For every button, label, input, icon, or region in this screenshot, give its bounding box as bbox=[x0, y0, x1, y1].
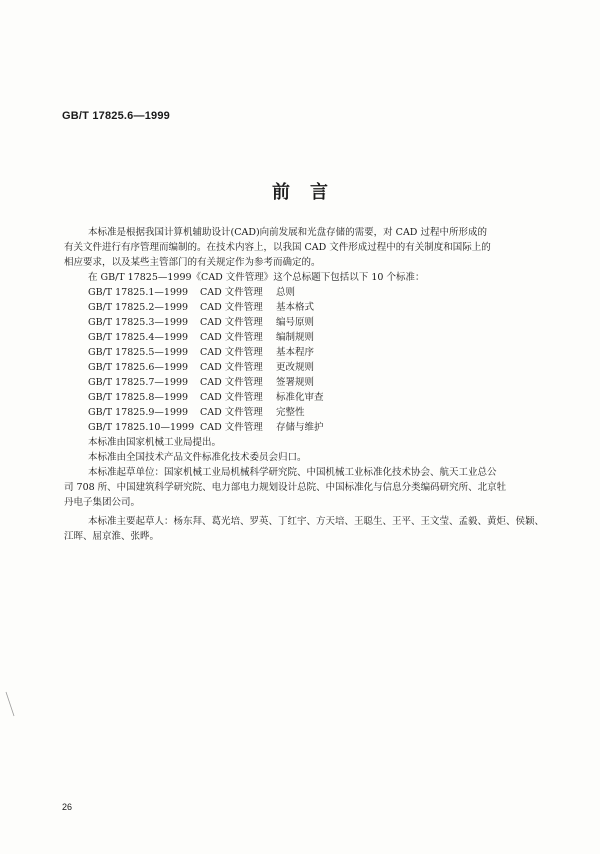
scan-artifact-mark bbox=[4, 690, 16, 718]
page-title: 前言 bbox=[272, 182, 348, 203]
standard-number: GB/T 17825.3—1999 bbox=[88, 317, 189, 328]
list-item bbox=[88, 420, 558, 435]
standard-number: GB/T 17825.1—1999 bbox=[88, 287, 189, 298]
standard-number: GB/T 17825.10—1999 bbox=[88, 422, 195, 433]
intro-line-1: 本标准是根据我国计算机辅助设计(CAD)向前发展和光盘存储的需要，对 CAD 过程中所形成的 bbox=[88, 227, 487, 238]
standard-name: 基本格式 bbox=[276, 302, 315, 313]
list-item bbox=[88, 285, 558, 300]
list-item bbox=[88, 315, 558, 330]
standard-category: CAD 文件管理 bbox=[200, 407, 263, 418]
drafters-line-1: 本标准主要起草人：杨东拜、葛光培、罗英、丁红宇、方天培、王聪生、王平、王文莹、孟毅、黄炬、侯颖、 bbox=[88, 516, 545, 527]
list-item bbox=[88, 330, 558, 345]
standard-category: CAD 文件管理 bbox=[200, 362, 263, 373]
centralized-by: 本标准由全国技术产品文件标准化技术委员会归口。 bbox=[88, 452, 307, 463]
document-body bbox=[64, 225, 558, 544]
standards-list bbox=[88, 285, 558, 435]
standard-category: CAD 文件管理 bbox=[200, 377, 263, 388]
page-number: 26 bbox=[62, 802, 73, 812]
standard-category: CAD 文件管理 bbox=[200, 302, 263, 313]
list-item bbox=[88, 375, 558, 390]
drafting-units-line-3: 丹电子集团公司。 bbox=[64, 497, 141, 508]
standard-category: CAD 文件管理 bbox=[200, 392, 263, 403]
standard-number: GB/T 17825.7—1999 bbox=[88, 377, 189, 388]
standard-category: CAD 文件管理 bbox=[200, 287, 263, 298]
drafting-units-line-1: 本标准起草单位：国家机械工业局机械科学研究院、中国机械工业标准化技术协会、航天工业总公 bbox=[88, 467, 497, 478]
intro-line-2: 有关文件进行有序管理而编制的。在技术内容上，以我国 CAD 文件形成过程中的有关制度和国际上的 bbox=[64, 242, 491, 253]
standard-category: CAD 文件管理 bbox=[200, 317, 263, 328]
standard-number: GB/T 17825.5—1999 bbox=[88, 347, 189, 358]
list-item bbox=[88, 405, 558, 420]
standard-number: GB/T 17825.6—1999 bbox=[88, 362, 189, 373]
list-item bbox=[88, 390, 558, 405]
standard-category: CAD 文件管理 bbox=[200, 347, 263, 358]
standard-name: 总则 bbox=[276, 287, 296, 298]
standard-number: GB/T 17825.2—1999 bbox=[88, 302, 189, 313]
list-item bbox=[88, 345, 558, 360]
intro-line-3: 相应要求，以及某些主管部门的有关规定作为参考而确定的。 bbox=[64, 257, 321, 268]
standard-name: 存储与维护 bbox=[276, 422, 324, 433]
standard-name: 更改规则 bbox=[276, 362, 315, 373]
standard-name: 编号原则 bbox=[276, 317, 315, 328]
standard-number: GB/T 17825.9—1999 bbox=[88, 407, 189, 418]
drafters-line-2: 江晖、屈京淮、张晔。 bbox=[64, 531, 160, 542]
standard-code: GB/T 17825.6—1999 bbox=[62, 110, 170, 122]
proposed-by: 本标准由国家机械工业局提出。 bbox=[88, 437, 222, 448]
standard-number: GB/T 17825.8—1999 bbox=[88, 392, 189, 403]
list-item bbox=[88, 360, 558, 375]
standard-name: 完整性 bbox=[276, 407, 305, 418]
standard-number: GB/T 17825.4—1999 bbox=[88, 332, 189, 343]
list-item bbox=[88, 300, 558, 315]
standard-name: 签署规则 bbox=[276, 377, 315, 388]
standard-name: 基本程序 bbox=[276, 347, 315, 358]
standard-category: CAD 文件管理 bbox=[200, 332, 263, 343]
list-intro: 在 GB/T 17825—1999《CAD 文件管理》这个总标题下包括以下 10 个标准： bbox=[88, 272, 425, 283]
standard-name: 编制规则 bbox=[276, 332, 315, 343]
standard-category: CAD 文件管理 bbox=[200, 422, 263, 433]
standard-name: 标准化审查 bbox=[276, 392, 324, 403]
drafting-units-line-2: 司 708 所、中国建筑科学研究院、电力部电力规划设计总院、中国标准化与信息分类编码研究所、北京牡 bbox=[64, 482, 507, 493]
